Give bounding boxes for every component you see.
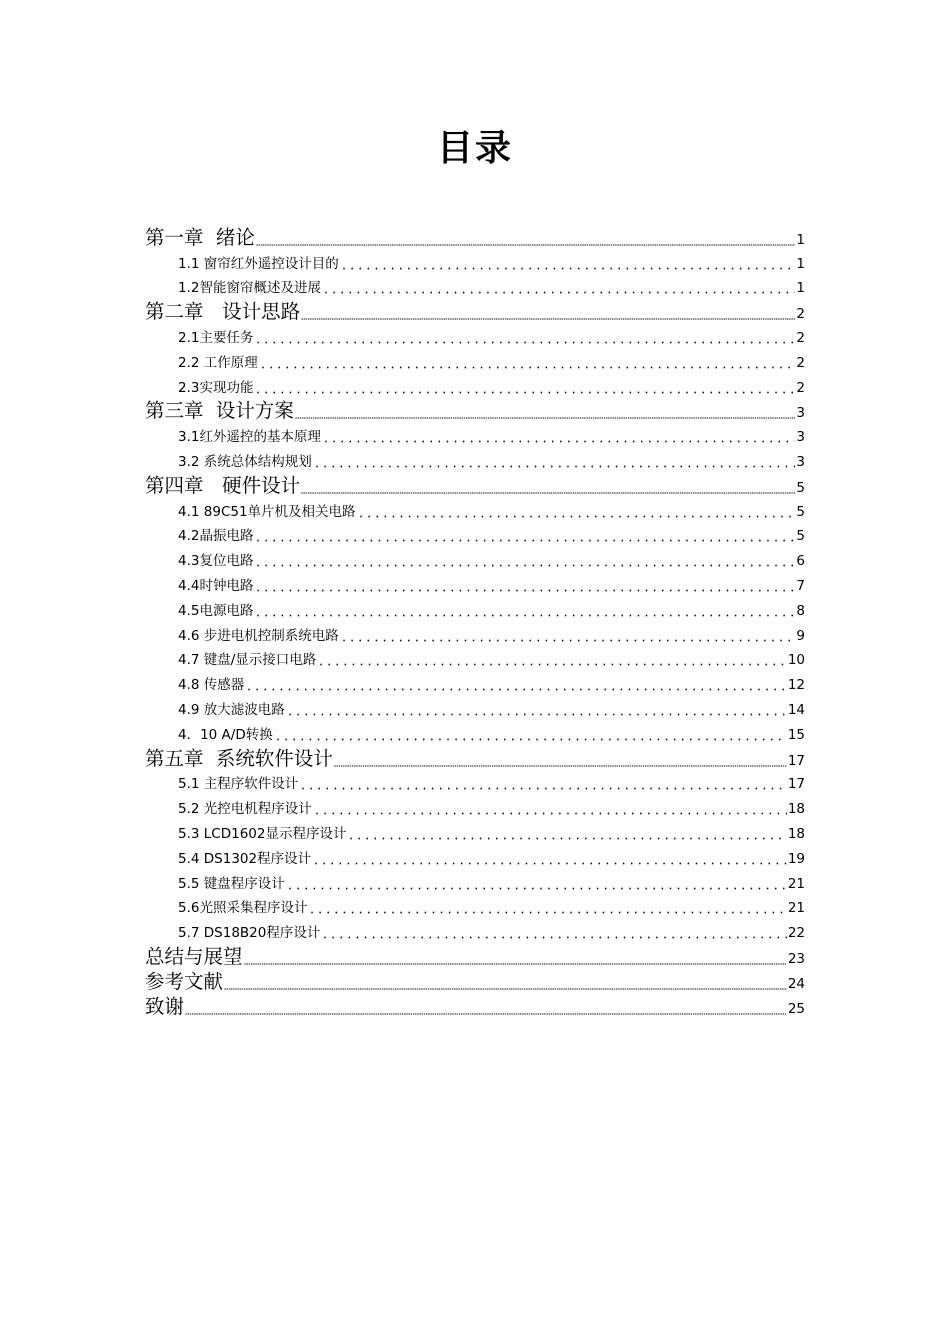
- toc-entry-title: 第二章 设计思路: [145, 300, 301, 324]
- toc-page-number: 5: [796, 479, 805, 496]
- dot-leader: [301, 492, 795, 494]
- dot-leader: [317, 663, 787, 666]
- dot-leader: [301, 318, 795, 320]
- toc-chapter-entry[interactable]: [145, 968, 805, 993]
- toc-page-number: 25: [787, 1000, 805, 1017]
- toc-page-number: 8: [796, 602, 805, 619]
- dot-leader: [256, 244, 796, 246]
- toc-section-entry[interactable]: [145, 794, 805, 819]
- toc-chapter-entry[interactable]: [145, 224, 805, 249]
- toc-entry-title: 1.2智能窗帘概述及进展: [178, 280, 321, 297]
- dot-leader: [357, 515, 796, 518]
- dot-leader: [313, 812, 787, 815]
- toc-page-number: 2: [796, 354, 805, 371]
- dot-leader: [254, 589, 795, 592]
- dot-leader: [340, 639, 796, 642]
- toc-chapter-entry[interactable]: [145, 993, 805, 1018]
- toc-page-number: 2: [796, 379, 805, 396]
- toc-section-entry[interactable]: [145, 373, 805, 398]
- toc-section-entry[interactable]: [145, 646, 805, 671]
- toc-section-entry[interactable]: [145, 844, 805, 869]
- toc-section-entry[interactable]: [145, 546, 805, 571]
- toc-entry-title: 参考文献: [145, 969, 224, 993]
- toc-entry-title: 4.1 89C51单片机及相关电路: [178, 503, 356, 520]
- toc-section-entry[interactable]: [145, 894, 805, 919]
- toc-page-number: 17: [787, 752, 805, 769]
- toc-page-number: 5: [796, 528, 805, 545]
- dot-leader: [274, 738, 787, 741]
- dot-leader: [286, 713, 787, 716]
- toc-page-number: 1: [796, 280, 805, 297]
- toc-entry-title: 5.2 光控电机程序设计: [178, 801, 312, 818]
- toc-page-number: 6: [796, 553, 805, 570]
- toc-entry-title: 2.3实现功能: [178, 379, 254, 396]
- toc-section-entry[interactable]: [145, 447, 805, 472]
- toc-section-entry[interactable]: [145, 621, 805, 646]
- toc-entry-title: 4.2晶振电路: [178, 528, 254, 545]
- toc-page-number: 18: [787, 825, 805, 842]
- dot-leader: [312, 862, 787, 865]
- toc-chapter-entry[interactable]: [145, 745, 805, 770]
- toc-entry-title: 5.4 DS1302程序设计: [178, 850, 312, 867]
- toc-section-entry[interactable]: [145, 422, 805, 447]
- page-title: 目录: [436, 128, 513, 169]
- toc-entry-title: 4.7 键盘/显示接口电路: [178, 652, 317, 669]
- toc-section-entry[interactable]: [145, 869, 805, 894]
- toc-page-number: 9: [796, 627, 805, 644]
- toc-page-number: 14: [787, 701, 805, 718]
- toc-page-number: 7: [796, 577, 805, 594]
- toc-entry-title: 5.7 DS18B20程序设计: [178, 925, 321, 942]
- toc-page-number: 22: [787, 925, 805, 942]
- toc-page-number: 1: [796, 231, 805, 248]
- dot-leader: [185, 1013, 787, 1015]
- toc-entry-title: 2.2 工作原理: [178, 354, 258, 371]
- dot-leader: [254, 614, 795, 617]
- toc-section-entry[interactable]: [145, 274, 805, 299]
- dot-leader: [347, 837, 786, 840]
- toc-page-number: 21: [787, 875, 805, 892]
- dot-leader: [313, 465, 796, 468]
- toc-entry-title: 5.5 键盘程序设计: [178, 875, 285, 892]
- toc-section-entry[interactable]: [145, 670, 805, 695]
- toc-page-number: 15: [787, 726, 805, 743]
- dot-leader: [254, 539, 795, 542]
- toc-page-number: 3: [796, 429, 805, 446]
- toc-entry-title: 1.1 窗帘红外遥控设计目的: [178, 255, 339, 272]
- toc-section-entry[interactable]: [145, 770, 805, 795]
- dot-leader: [322, 440, 795, 443]
- toc-entry-title: 致谢: [145, 994, 185, 1018]
- dot-leader: [321, 936, 786, 939]
- toc-section-entry[interactable]: [145, 323, 805, 348]
- dot-leader: [259, 366, 796, 369]
- toc-section-entry[interactable]: [145, 249, 805, 274]
- dot-leader: [254, 564, 795, 567]
- toc-page-number: 19: [787, 850, 805, 867]
- dot-leader: [254, 341, 795, 344]
- toc-section-entry[interactable]: [145, 348, 805, 373]
- dot-leader: [322, 291, 795, 294]
- dot-leader: [244, 963, 787, 965]
- toc-entry-title: 3.1红外遥控的基本原理: [178, 429, 321, 446]
- toc-page-number: 3: [796, 405, 805, 422]
- toc-page-number: 1: [796, 255, 805, 272]
- dot-leader: [254, 391, 795, 394]
- toc-page-number: 2: [796, 329, 805, 346]
- toc-entry-title: 5.3 LCD1602显示程序设计: [178, 825, 347, 842]
- dot-leader: [224, 988, 787, 990]
- toc-entry-title: 第一章 绪论: [145, 225, 255, 249]
- table-of-contents: [145, 224, 805, 1018]
- toc-entry-title: 2.1主要任务: [178, 329, 254, 346]
- toc-entry-title: 3.2 系统总体结构规划: [178, 453, 312, 470]
- toc-entry-title: 总结与展望: [145, 944, 243, 968]
- toc-entry-title: 4.3复位电路: [178, 553, 254, 570]
- toc-entry-title: 5.6光照采集程序设计: [178, 900, 308, 917]
- toc-section-entry[interactable]: [145, 596, 805, 621]
- toc-entry-title: 第三章 设计方案: [145, 399, 294, 423]
- toc-entry-title: 4.6 步进电机控制系统电路: [178, 627, 339, 644]
- toc-page-number: 24: [787, 975, 805, 992]
- toc-entry-title: 5.1 主程序软件设计: [178, 776, 299, 793]
- toc-page-number: 23: [787, 950, 805, 967]
- toc-section-entry[interactable]: [145, 720, 805, 745]
- toc-entry-title: 第四章 硬件设计: [145, 473, 301, 497]
- toc-entry-title: 4.4时钟电路: [178, 577, 254, 594]
- toc-page-number: 17: [787, 776, 805, 793]
- toc-chapter-entry[interactable]: [145, 298, 805, 323]
- toc-page-number: 12: [787, 677, 805, 694]
- dot-leader: [340, 267, 796, 270]
- dot-leader: [334, 765, 787, 767]
- toc-entry-title: 第五章 系统软件设计: [145, 746, 333, 770]
- toc-entry-title: 4.9 放大滤波电路: [178, 701, 285, 718]
- toc-chapter-entry[interactable]: [145, 472, 805, 497]
- toc-section-entry[interactable]: [145, 522, 805, 547]
- toc-page-number: 2: [796, 306, 805, 323]
- toc-chapter-entry[interactable]: [145, 943, 805, 968]
- toc-section-entry[interactable]: [145, 918, 805, 943]
- toc-section-entry[interactable]: [145, 571, 805, 596]
- dot-leader: [295, 417, 796, 419]
- dot-leader: [286, 887, 787, 890]
- toc-page-number: 10: [787, 652, 805, 669]
- toc-chapter-entry[interactable]: [145, 398, 805, 423]
- toc-section-entry[interactable]: [145, 819, 805, 844]
- toc-entry-title: 4．10 A/D转换: [178, 726, 273, 743]
- dot-leader: [308, 911, 786, 914]
- toc-entry-title: 4.5电源电路: [178, 602, 254, 619]
- toc-page-number: 5: [796, 503, 805, 520]
- dot-leader: [299, 787, 787, 790]
- toc-page-number: 18: [787, 801, 805, 818]
- toc-section-entry[interactable]: [145, 497, 805, 522]
- dot-leader: [245, 688, 787, 691]
- toc-entry-title: 4.8 传感器: [178, 677, 245, 694]
- toc-page-number: 21: [787, 900, 805, 917]
- toc-section-entry[interactable]: [145, 695, 805, 720]
- toc-page-number: 3: [796, 453, 805, 470]
